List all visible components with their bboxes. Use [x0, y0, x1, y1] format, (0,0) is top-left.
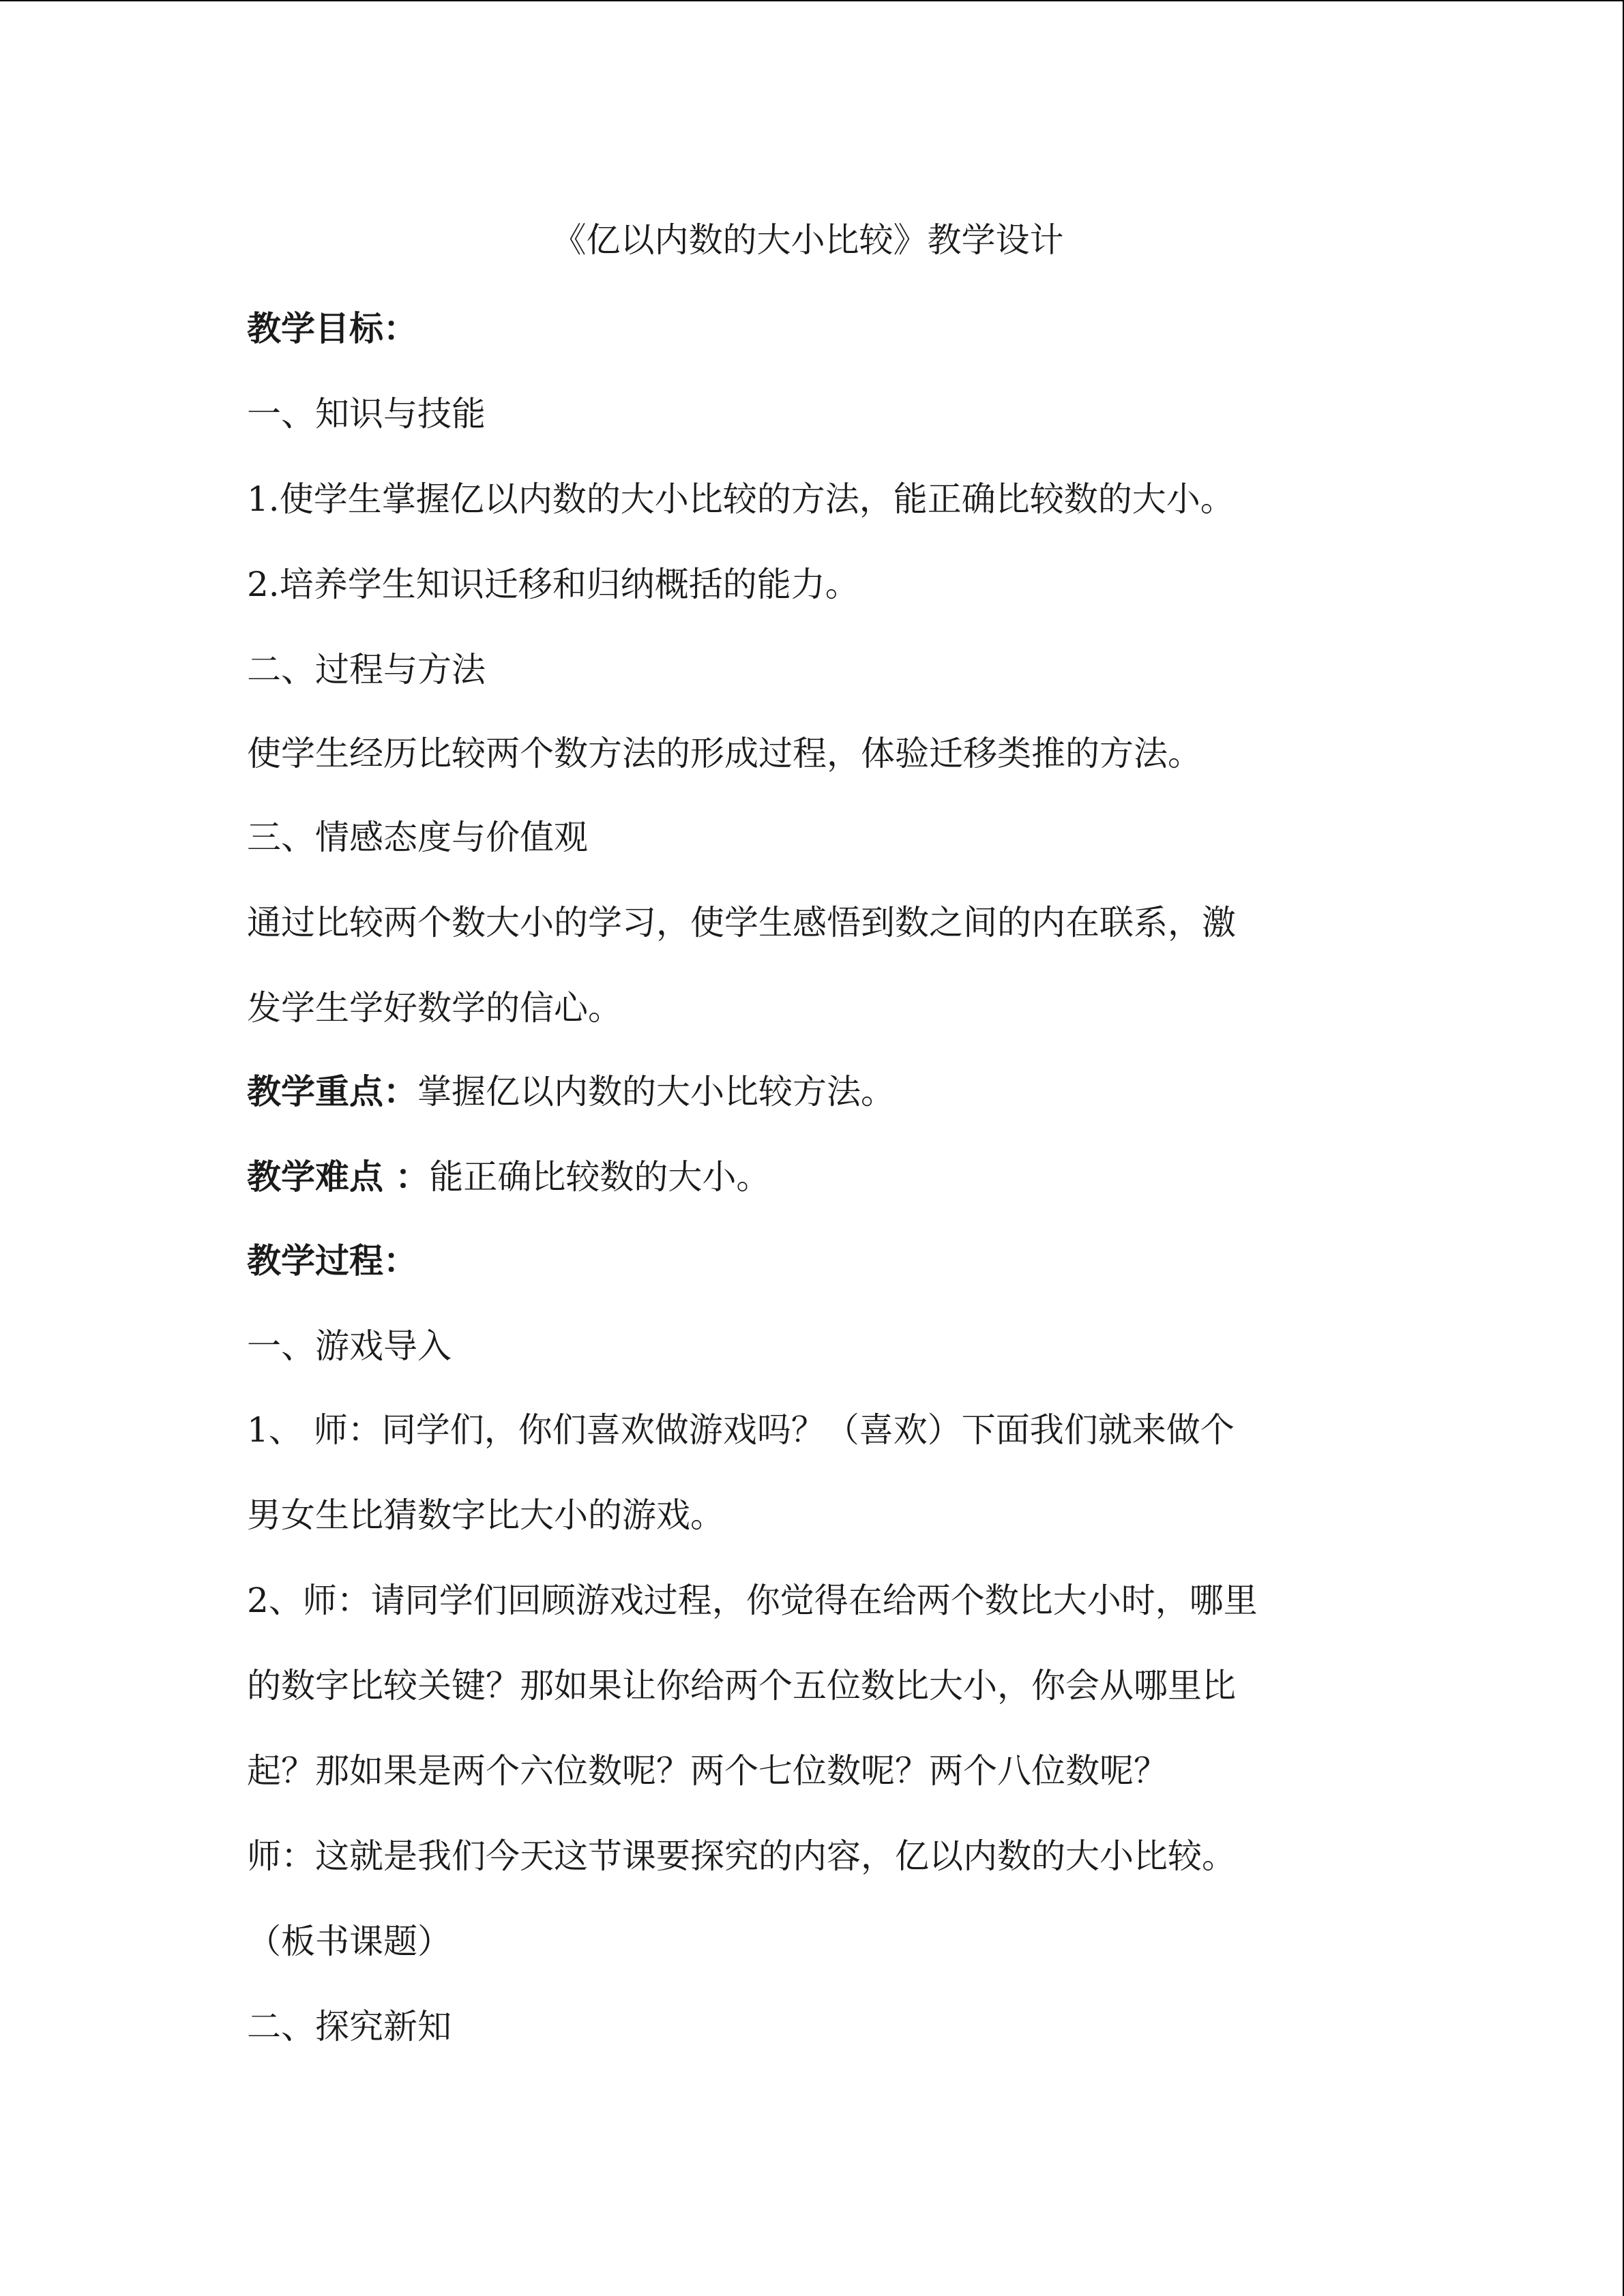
- line-label: 教学难点 ：: [247, 1157, 430, 1197]
- line-text: 使学生经历比较两个数方法的形成过程，体验迁移类推的方法。: [247, 734, 1202, 773]
- line-text: 一、游戏导入: [247, 1326, 452, 1366]
- line-text: 能正确比较数的大小。: [429, 1157, 771, 1197]
- line-text: 二、过程与方法: [247, 650, 486, 689]
- section-heading-teaching-goals: [247, 301, 417, 356]
- line-text: 男女生比猜数字比大小的游戏。: [247, 1495, 724, 1535]
- subheading-game-intro: [247, 1319, 452, 1373]
- section-heading-teaching-process: [247, 1234, 417, 1288]
- paragraph-game-2-line-1: [247, 1573, 1258, 1628]
- line-text: 发学生学好数学的信心。: [247, 988, 622, 1028]
- paragraph-teacher-line: [247, 1829, 1236, 1883]
- line-text: （板书课题）: [247, 1922, 452, 1961]
- subheading-process-methods: [247, 642, 486, 697]
- paragraph-process: [247, 726, 1202, 781]
- line-text: 三、情感态度与价值观: [247, 818, 588, 857]
- line-text: 的数字比较关键？那如果让你给两个五位数比大小，你会从哪里比: [247, 1666, 1236, 1705]
- line-text: 1.使学生掌握亿以内数的大小比较的方法，能正确比较数的大小。: [247, 479, 1235, 519]
- paragraph-game-1-line-2: [247, 1488, 724, 1542]
- line-text: 起？那如果是两个六位数呢？两个七位数呢？两个八位数呢？: [247, 1751, 1168, 1791]
- line-text: 2.培养学生知识迁移和归纳概括的能力。: [247, 565, 859, 604]
- line-label: 教学过程：: [247, 1240, 417, 1281]
- paragraph-emotion-line-1: [247, 895, 1236, 950]
- paragraph-game-1-line-1: [247, 1403, 1235, 1457]
- paragraph-emotion-line-2: [247, 981, 622, 1035]
- document-title: 《亿以内数的大小比较》教学设计: [552, 220, 1064, 260]
- line-text: 二、探究新知: [247, 2007, 452, 2046]
- line-text: 掌握亿以内数的大小比较方法。: [417, 1072, 895, 1112]
- subheading-knowledge-skills: [247, 387, 486, 441]
- difficulty-line: [247, 1150, 770, 1204]
- line-label: 教学目标：: [247, 308, 417, 348]
- paragraph-goal-1: [247, 472, 1235, 526]
- subheading-explore-new: [247, 1999, 452, 2054]
- subheading-emotion-values: [247, 810, 588, 865]
- paragraph-board-title: [247, 1914, 452, 1969]
- line-text: 2、师：请同学们回顾游戏过程，你觉得在给两个数比大小时，哪里: [247, 1581, 1258, 1620]
- line-text: 1、 师：同学们，你们喜欢做游戏吗？（喜欢）下面我们就来做个: [247, 1410, 1235, 1450]
- line-label: 教学重点：: [247, 1071, 417, 1112]
- key-point-line: [247, 1064, 895, 1119]
- paragraph-goal-2: [247, 557, 859, 612]
- line-text: 通过比较两个数大小的学习，使学生感悟到数之间的内在联系，激: [247, 903, 1236, 942]
- line-text: 师：这就是我们今天这节课要探究的内容，亿以内数的大小比较。: [247, 1836, 1236, 1876]
- paragraph-game-2-line-3: [247, 1744, 1168, 1798]
- paragraph-game-2-line-2: [247, 1658, 1236, 1713]
- line-text: 一、知识与技能: [247, 394, 486, 434]
